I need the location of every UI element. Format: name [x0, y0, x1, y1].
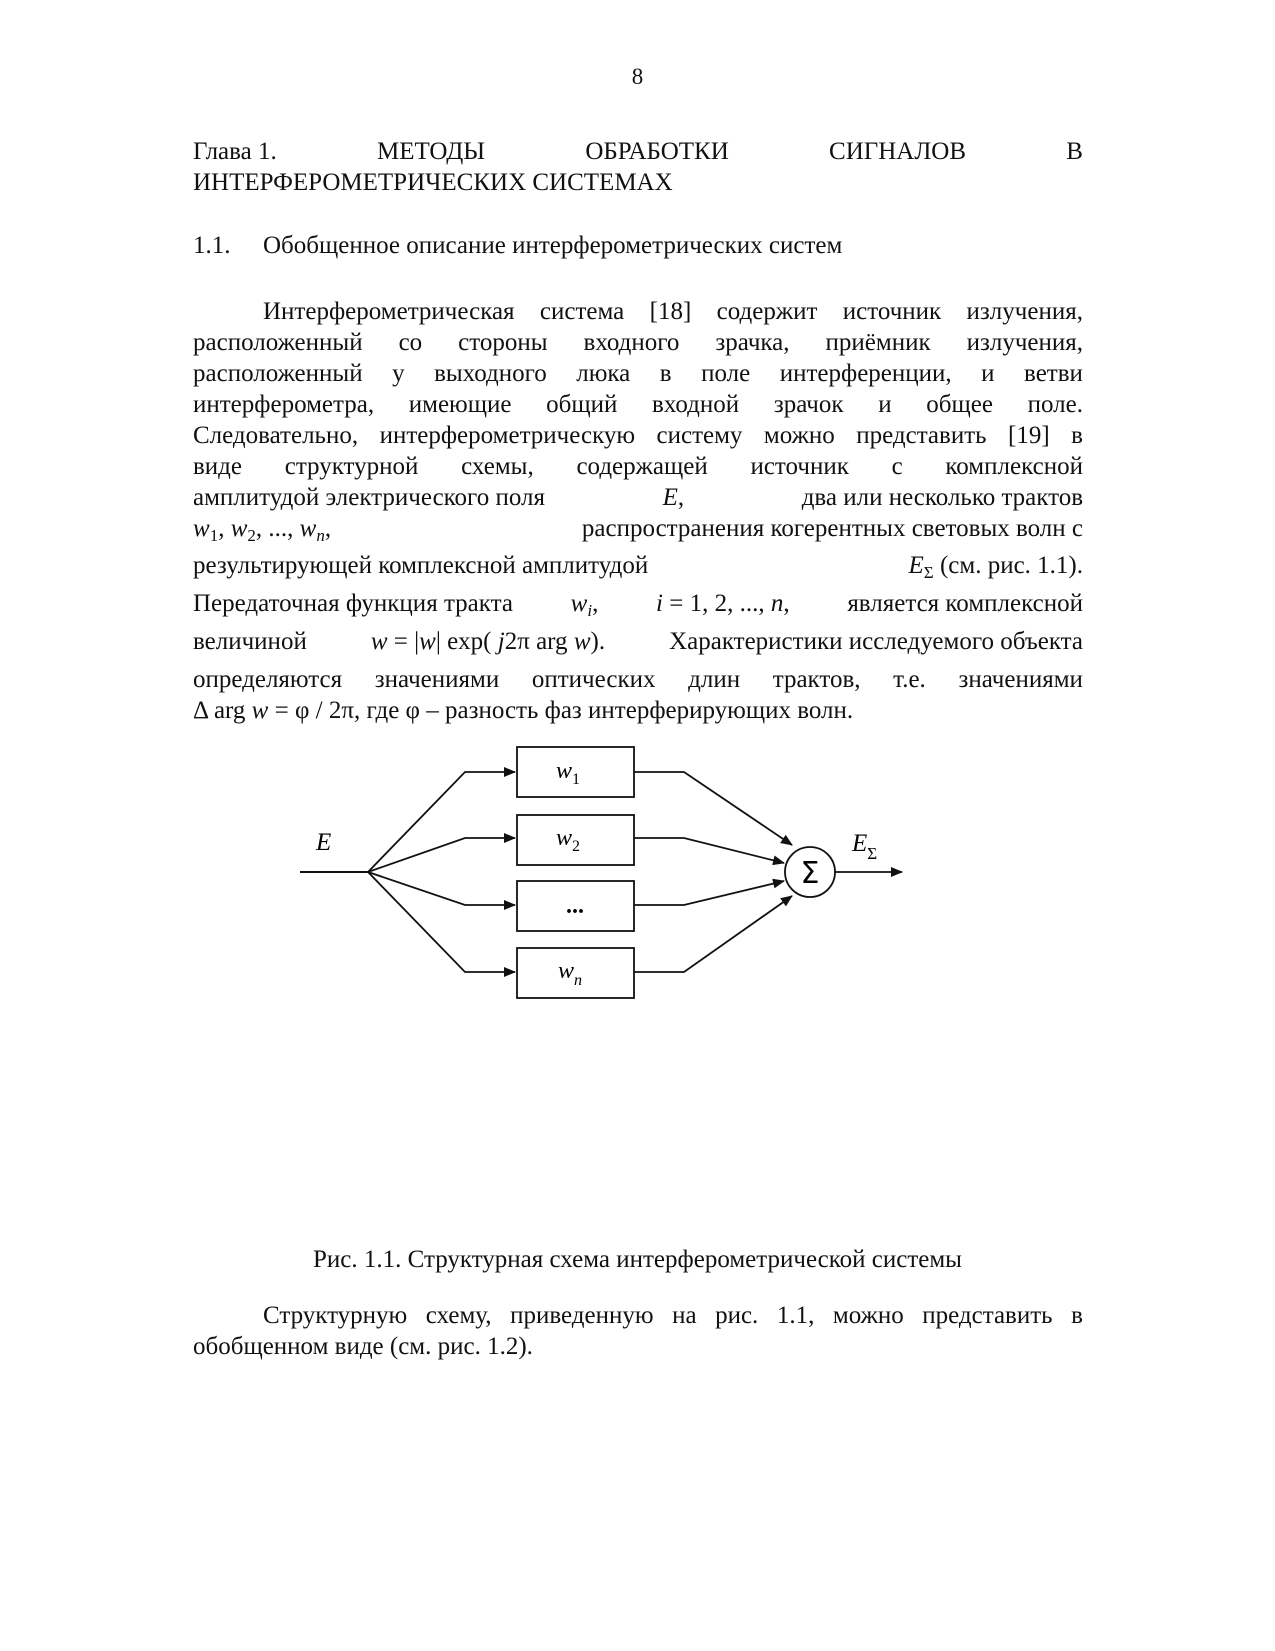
text-fragment: амплитудой электрического поля: [193, 484, 545, 511]
chapter-word: В: [1066, 138, 1083, 165]
formula-tracts: $w_1$, $w_2$, ..., $w_n$,: [193, 515, 332, 545]
split-arrow-3: [368, 872, 515, 905]
text-line: [193, 484, 1083, 515]
page-number: 8: [631, 64, 644, 89]
svg-text:Σ: Σ: [800, 856, 820, 891]
block-diagram: [300, 758, 980, 1065]
text-fragment: распространения когерентных световых волн с: [581, 515, 1083, 542]
text-fragment: Передаточная функция тракта: [193, 590, 513, 617]
text-line: Следовательно, интерферометрическую систему можно представить [19] в: [193, 422, 1083, 449]
svg-text:w2: $w_2$: [555, 825, 581, 855]
text-fragment: два или несколько трактов: [801, 484, 1083, 511]
text-line: [193, 515, 1083, 546]
chapter-word: МЕТОДЫ: [376, 138, 486, 165]
text-line: [193, 590, 1083, 628]
chapter-word: СИГНАЛОВ: [829, 138, 967, 165]
section-number: 1.1.: [193, 232, 231, 259]
text-fragment: результирующей комплексной амплитудой: [193, 552, 649, 579]
text-line: [193, 628, 1083, 666]
chapter-title-line2: ИНТЕРФЕРОМЕТРИЧЕСКИХ СИСТЕМАХ: [193, 169, 673, 196]
text-line: интерферометра, имеющие общий входной зрачок и общее поле.: [193, 391, 1083, 418]
paragraph-2: [193, 1300, 1083, 1362]
text-line: расположенный у выходного люка в поле интерференции, и ветви: [193, 360, 1083, 387]
chapter-heading: [193, 136, 1083, 198]
path-block-w2: [517, 815, 634, 865]
text-line: [193, 697, 1083, 728]
output-label: $E_\Sigma$: [852, 830, 878, 863]
path-block-w1: [517, 747, 634, 797]
split-arrow-4: [368, 872, 515, 972]
figure-caption: Рис. 1.1. Структурная схема интерферометрической системы: [313, 1246, 962, 1273]
text-line: [193, 546, 1083, 590]
path-block-wn: [517, 948, 634, 998]
summator: [785, 847, 835, 897]
text-line: расположенный со стороны входного зрачка, приёмник излучения,: [193, 329, 1083, 356]
merge-arrow-2: [634, 838, 784, 863]
text-line: виде структурной схемы, содержащей источник с комплексной: [193, 453, 1083, 480]
chapter-word: ОБРАБОТКИ: [585, 138, 729, 165]
svg-text:w1: $w_1$: [555, 758, 581, 788]
chapter-label: Глава 1.: [193, 138, 277, 165]
formula-transfer: w = |w| exp( j2π arg w).: [370, 628, 606, 655]
text-fragment: где φ – разность фаз интерферирующих волн.: [366, 697, 854, 724]
text-fragment: величиной: [193, 628, 307, 655]
formula-index: i = 1, 2, ..., n,: [656, 590, 790, 617]
text-fragment: Характеристики исследуемого объекта: [669, 628, 1083, 655]
symbol-e: E,: [662, 484, 685, 511]
svg-text:...: ...: [566, 893, 584, 919]
text-line: Структурную схему, приведенную на рис. 1.1, можно представить в: [263, 1302, 1083, 1329]
merge-arrow-4: [634, 896, 792, 972]
symbol-wi: $w_i$,: [570, 590, 599, 620]
text-line: Интерферометрическая система [18] содержит источник излучения,: [263, 298, 1083, 325]
symbol-e-sum: $E_\Sigma$ (см. рис. 1.1).: [908, 552, 1083, 582]
section-title: Обобщенное описание интерферометрических систем: [263, 232, 843, 259]
paragraph-1: [193, 298, 1083, 728]
text-line: обобщенном виде (см. рис. 1.2).: [193, 1333, 533, 1360]
split-arrow-2: [368, 838, 515, 872]
svg-text:wn: $w_n$: [557, 958, 583, 989]
text-fragment: является комплексной: [847, 590, 1083, 617]
formula-phase: Δ arg w = φ / 2π,: [193, 697, 367, 724]
split-arrow-1: [368, 772, 515, 872]
section-heading: [193, 232, 842, 260]
text-line: определяются значениями оптических длин трактов, т.е. значениями: [193, 666, 1083, 693]
merge-arrow-3: [634, 881, 784, 905]
path-block-ellipsis: [517, 881, 634, 931]
input-label: E: [316, 829, 332, 856]
merge-arrow-1: [634, 772, 792, 845]
